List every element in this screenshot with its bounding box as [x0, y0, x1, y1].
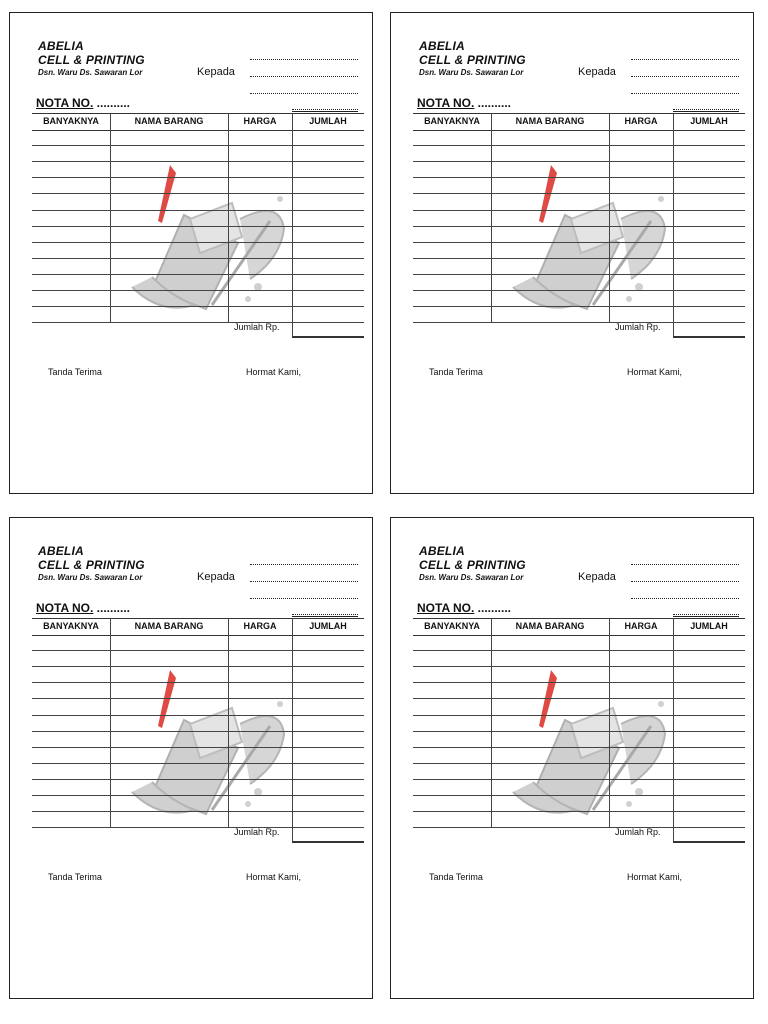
- column-header: HARGA: [624, 116, 658, 126]
- shop-address: Dsn. Waru Ds. Sawaran Lor: [419, 573, 524, 582]
- table-row[interactable]: [32, 177, 364, 178]
- date-underline: [292, 111, 358, 112]
- sender-signature-label: Hormat Kami,: [627, 367, 683, 377]
- nota-number: [36, 96, 130, 110]
- sender-signature-label: Hormat Kami,: [246, 872, 302, 882]
- kepada-label: Kepada: [197, 66, 235, 78]
- column-header: HARGA: [624, 621, 658, 631]
- pencil-notebook-icon: [511, 664, 671, 820]
- nota-number: [36, 601, 130, 615]
- receiver-signature-label: Tanda Terima: [429, 367, 483, 377]
- table-header: [413, 113, 745, 131]
- table-row[interactable]: [413, 731, 745, 732]
- receiver-signature-label: Tanda Terima: [48, 872, 102, 882]
- nota-dots: ..........: [477, 96, 512, 110]
- receipt-form: [390, 12, 754, 494]
- table-row[interactable]: [413, 242, 745, 243]
- table-row[interactable]: [32, 811, 364, 812]
- column-header: NAMA BARANG: [134, 621, 204, 631]
- column-header: BANYAKNYA: [424, 621, 480, 631]
- shop-name-line1: ABELIA: [419, 544, 465, 558]
- receipt-form: [9, 517, 373, 999]
- shop-name-line2: CELL & PRINTING: [38, 558, 145, 572]
- column-header: JUMLAH: [309, 116, 347, 126]
- receipt-form: [390, 517, 754, 999]
- table-row[interactable]: [32, 698, 364, 699]
- nota-label: NOTA NO.: [36, 96, 94, 110]
- recipient-line-3[interactable]: [250, 598, 358, 599]
- column-header: BANYAKNYA: [424, 116, 480, 126]
- recipient-line-1[interactable]: [631, 564, 739, 565]
- shop-address: Dsn. Waru Ds. Sawaran Lor: [419, 68, 524, 77]
- table-row[interactable]: [413, 290, 745, 291]
- nota-label: NOTA NO.: [36, 601, 94, 615]
- total-field[interactable]: [292, 827, 364, 843]
- table-header: [32, 113, 364, 131]
- table-row[interactable]: [32, 210, 364, 211]
- nota-dots: ..........: [96, 601, 131, 615]
- table-row[interactable]: [413, 795, 745, 796]
- shop-name-line1: ABELIA: [38, 39, 84, 53]
- recipient-line-2[interactable]: [631, 581, 739, 582]
- table-row[interactable]: [32, 290, 364, 291]
- receiver-signature-label: Tanda Terima: [48, 367, 102, 377]
- sender-signature-label: Hormat Kami,: [627, 872, 683, 882]
- column-header: HARGA: [243, 116, 277, 126]
- recipient-line-3[interactable]: [631, 598, 739, 599]
- table-row[interactable]: [413, 274, 745, 275]
- shop-name-line1: ABELIA: [38, 544, 84, 558]
- nota-label: NOTA NO.: [417, 96, 475, 110]
- recipient-line-1[interactable]: [250, 564, 358, 565]
- column-header: JUMLAH: [690, 621, 728, 631]
- table-row[interactable]: [32, 731, 364, 732]
- column-header: BANYAKNYA: [43, 116, 99, 126]
- table-row[interactable]: [32, 682, 364, 683]
- table-row[interactable]: [413, 161, 745, 162]
- nota-label: NOTA NO.: [417, 601, 475, 615]
- total-label: Jumlah Rp.: [234, 827, 280, 837]
- table-row[interactable]: [32, 650, 364, 651]
- receiver-signature-label: Tanda Terima: [429, 872, 483, 882]
- date-field[interactable]: [292, 109, 358, 110]
- table-row[interactable]: [413, 210, 745, 211]
- table-row[interactable]: [32, 763, 364, 764]
- table-row[interactable]: [32, 795, 364, 796]
- pencil-notebook-icon: [130, 159, 290, 315]
- recipient-line-3[interactable]: [631, 93, 739, 94]
- table-row[interactable]: [32, 242, 364, 243]
- table-row[interactable]: [32, 747, 364, 748]
- shop-address: Dsn. Waru Ds. Sawaran Lor: [38, 573, 143, 582]
- sender-signature-label: Hormat Kami,: [246, 367, 302, 377]
- total-label: Jumlah Rp.: [234, 322, 280, 332]
- table-row[interactable]: [413, 258, 745, 259]
- shop-name-line1: ABELIA: [419, 39, 465, 53]
- pencil-notebook-icon: [511, 159, 671, 315]
- date-underline: [673, 616, 739, 617]
- total-field[interactable]: [292, 322, 364, 338]
- recipient-line-2[interactable]: [250, 76, 358, 77]
- table-row[interactable]: [413, 698, 745, 699]
- table-row[interactable]: [32, 258, 364, 259]
- total-field[interactable]: [673, 322, 745, 338]
- nota-dots: ..........: [477, 601, 512, 615]
- table-row[interactable]: [32, 306, 364, 307]
- recipient-line-2[interactable]: [250, 581, 358, 582]
- column-header: NAMA BARANG: [515, 116, 585, 126]
- kepada-label: Kepada: [578, 571, 616, 583]
- table-row[interactable]: [413, 666, 745, 667]
- table-row[interactable]: [413, 811, 745, 812]
- receipt-form: [9, 12, 373, 494]
- table-row[interactable]: [413, 779, 745, 780]
- date-field[interactable]: [673, 614, 739, 615]
- table-row[interactable]: [413, 145, 745, 146]
- table-row[interactable]: [413, 177, 745, 178]
- pencil-notebook-icon: [130, 664, 290, 820]
- kepada-label: Kepada: [197, 571, 235, 583]
- column-header: NAMA BARANG: [515, 621, 585, 631]
- nota-number: [417, 96, 511, 110]
- table-row[interactable]: [413, 747, 745, 748]
- nota-number: [417, 601, 511, 615]
- column-header: JUMLAH: [690, 116, 728, 126]
- date-field[interactable]: [673, 109, 739, 110]
- table-row[interactable]: [413, 226, 745, 227]
- table-row[interactable]: [32, 779, 364, 780]
- table-row[interactable]: [413, 306, 745, 307]
- table-row[interactable]: [32, 715, 364, 716]
- total-label: Jumlah Rp.: [615, 827, 661, 837]
- table-row[interactable]: [32, 161, 364, 162]
- date-field[interactable]: [292, 614, 358, 615]
- table-row[interactable]: [413, 682, 745, 683]
- table-row[interactable]: [32, 226, 364, 227]
- total-field[interactable]: [673, 827, 745, 843]
- shop-name-line2: CELL & PRINTING: [419, 53, 526, 67]
- table-row[interactable]: [32, 274, 364, 275]
- nota-dots: ..........: [96, 96, 131, 110]
- table-row[interactable]: [413, 763, 745, 764]
- table-row[interactable]: [32, 145, 364, 146]
- column-header: JUMLAH: [309, 621, 347, 631]
- date-underline: [673, 111, 739, 112]
- shop-name-line2: CELL & PRINTING: [419, 558, 526, 572]
- total-label: Jumlah Rp.: [615, 322, 661, 332]
- table-row[interactable]: [413, 193, 745, 194]
- recipient-line-2[interactable]: [631, 76, 739, 77]
- column-header: BANYAKNYA: [43, 621, 99, 631]
- recipient-line-1[interactable]: [631, 59, 739, 60]
- table-row[interactable]: [32, 666, 364, 667]
- shop-name-line2: CELL & PRINTING: [38, 53, 145, 67]
- shop-address: Dsn. Waru Ds. Sawaran Lor: [38, 68, 143, 77]
- table-header: [413, 618, 745, 636]
- date-underline: [292, 616, 358, 617]
- table-row[interactable]: [413, 715, 745, 716]
- recipient-line-1[interactable]: [250, 59, 358, 60]
- recipient-line-3[interactable]: [250, 93, 358, 94]
- column-header: NAMA BARANG: [134, 116, 204, 126]
- table-header: [32, 618, 364, 636]
- table-row[interactable]: [413, 650, 745, 651]
- table-row[interactable]: [32, 193, 364, 194]
- column-header: HARGA: [243, 621, 277, 631]
- kepada-label: Kepada: [578, 66, 616, 78]
